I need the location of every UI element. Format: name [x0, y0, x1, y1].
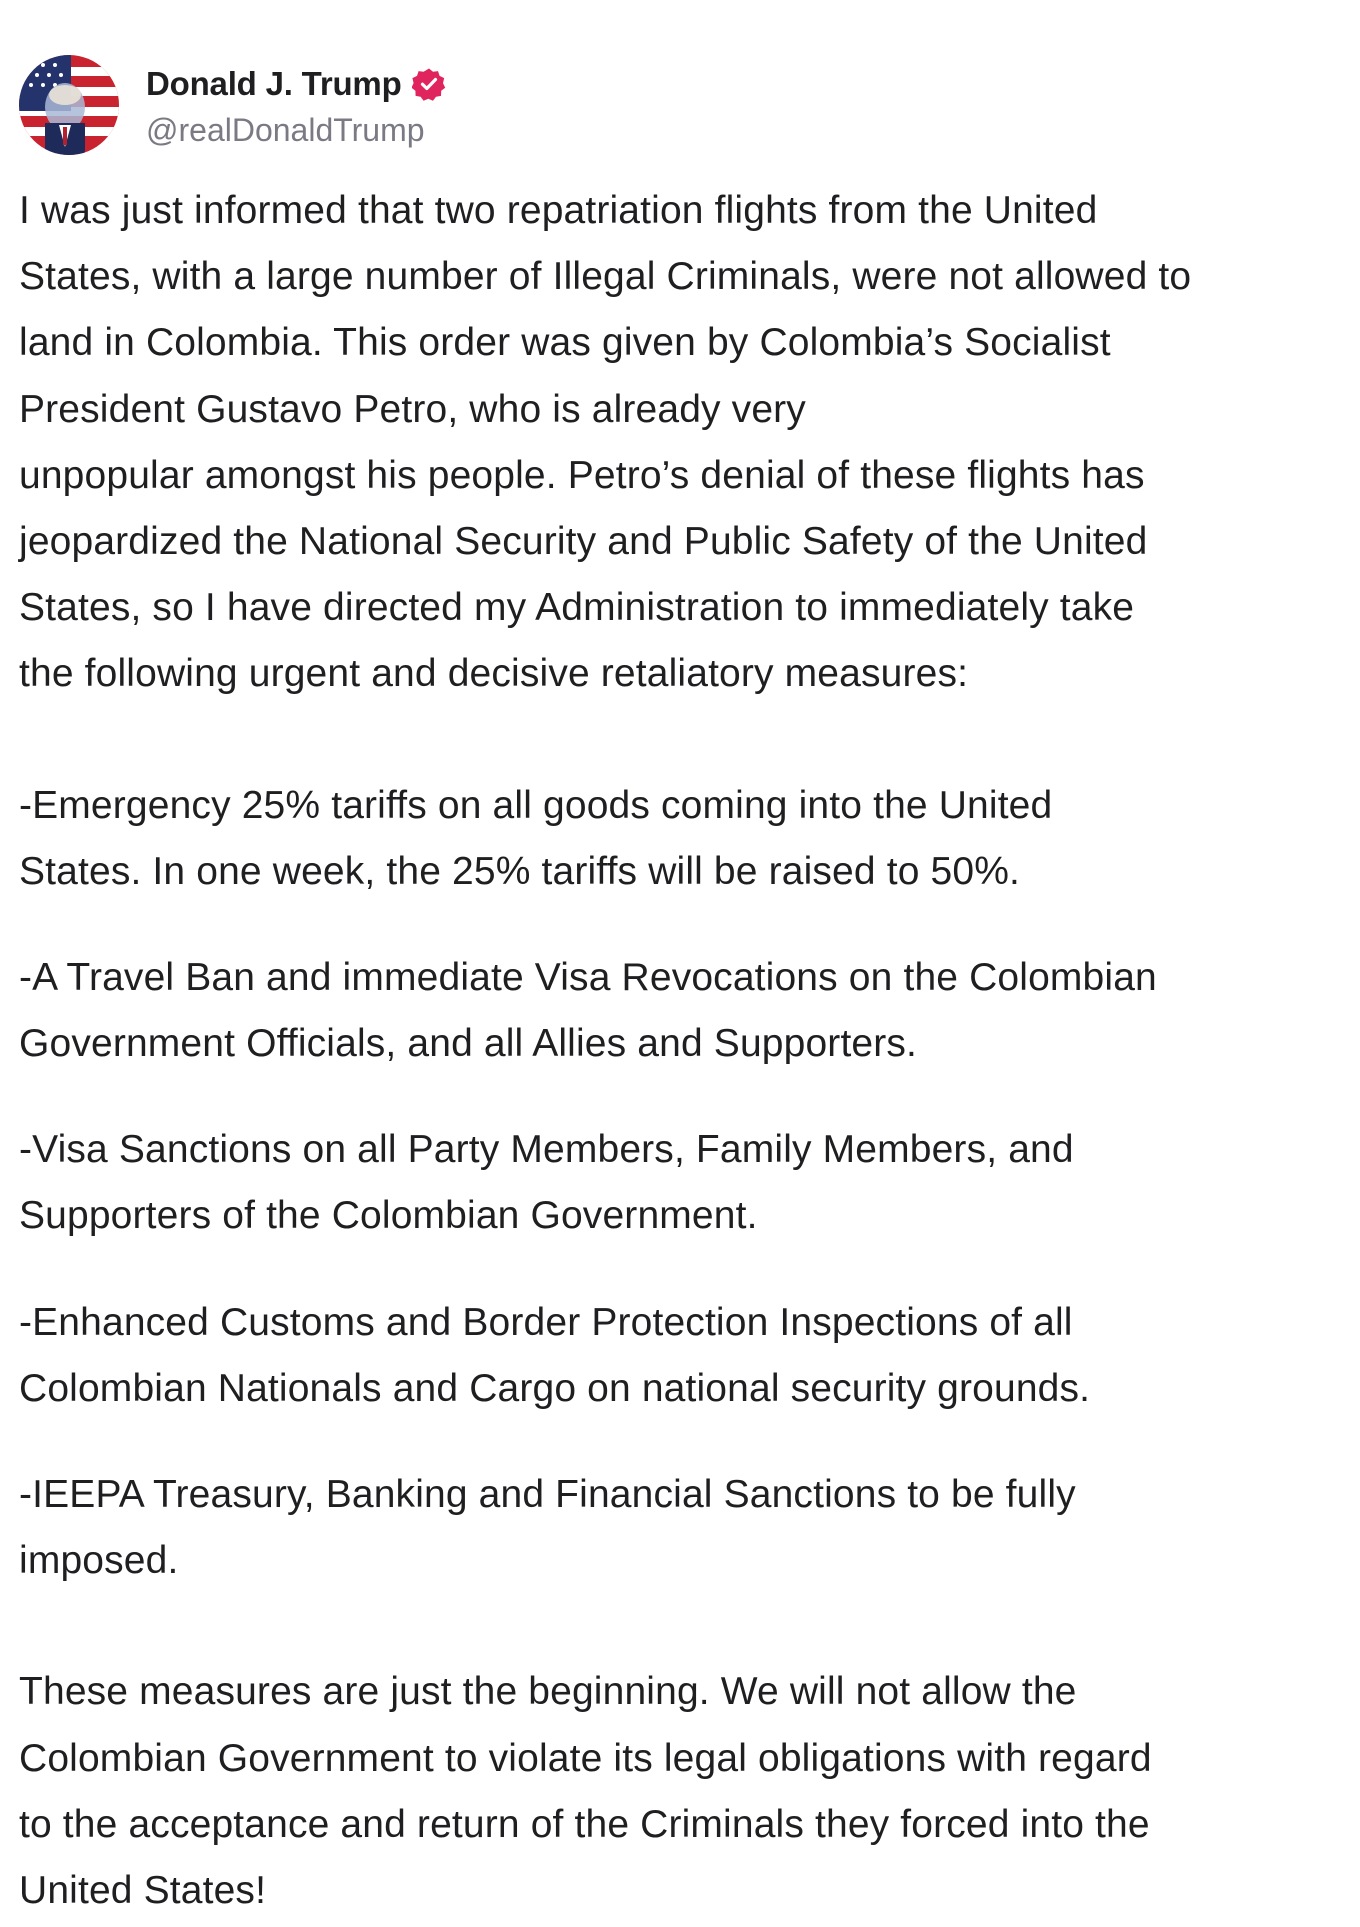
measure-item	[19, 1290, 1360, 1422]
text-line: Colombian Government to violate its legal obligations with regard	[19, 1736, 1152, 1780]
paragraph-gap	[19, 708, 1360, 773]
measure-item	[19, 773, 1360, 905]
text-line: States, so I have directed my Administration to immediately take	[19, 586, 1135, 630]
intro-paragraph	[19, 178, 1360, 708]
handle[interactable]: @realDonaldTrump	[146, 111, 425, 148]
text-line: I was just informed that two repatriation flights from the United	[19, 189, 1098, 232]
measure-item	[19, 1462, 1360, 1594]
text-line: -IEEPA Treasury, Banking and Financial Sanctions to be fully	[19, 1473, 1076, 1516]
measure-item	[19, 945, 1360, 1077]
name-row	[146, 62, 446, 106]
paragraph-gap	[19, 1422, 1360, 1462]
text-line: -A Travel Ban and immediate Visa Revocations on the Colombian	[19, 955, 1157, 999]
verified-badge-icon	[412, 67, 446, 101]
text-line: United States!	[19, 1868, 267, 1912]
text-line: land in Colombia. This order was given by Colombia’s Socialist	[19, 321, 1111, 365]
text-line: -Enhanced Customs and Border Protection Inspections of all	[19, 1300, 1073, 1344]
text-line: These measures are just the beginning. We will not allow the	[19, 1670, 1077, 1714]
author-identity	[146, 62, 446, 149]
text-line: President Gustavo Petro, who is already very	[19, 387, 806, 431]
text-line: States. In one week, the 25% tariffs will be raised to 50%.	[19, 849, 1021, 893]
post-header	[19, 55, 446, 155]
text-line: the following urgent and decisive retaliatory measures:	[19, 652, 969, 696]
text-line: jeopardized the National Security and Public Safety of the United	[19, 519, 1148, 563]
text-line: -Visa Sanctions on all Party Members, Family Members, and	[19, 1128, 1074, 1172]
paragraph-gap	[19, 1077, 1360, 1117]
avatar-flag-portrait-icon	[19, 55, 119, 155]
avatar[interactable]	[19, 55, 119, 155]
measure-item	[19, 1117, 1360, 1249]
text-line: States, with a large number of Illegal Criminals, were not allowed to	[19, 255, 1192, 299]
paragraph-gap	[19, 1250, 1360, 1290]
text-line: imposed.	[19, 1539, 179, 1583]
text-line: Supporters of the Colombian Government.	[19, 1194, 758, 1238]
text-line: Colombian Nationals and Cargo on national security grounds.	[19, 1366, 1091, 1410]
text-line: Government Officials, and all Allies and Supporters.	[19, 1022, 918, 1066]
text-line: unpopular amongst his people. Petro’s denial of these flights has	[19, 453, 1145, 497]
post-body	[19, 178, 1360, 1924]
paragraph-gap	[19, 1594, 1360, 1659]
paragraph-gap	[19, 905, 1360, 945]
text-line: -Emergency 25% tariffs on all goods coming into the United	[19, 783, 1053, 827]
closing-paragraph	[19, 1659, 1360, 1924]
display-name[interactable]: Donald J. Trump	[146, 64, 402, 102]
text-line: to the acceptance and return of the Criminals they forced into the	[19, 1802, 1150, 1846]
